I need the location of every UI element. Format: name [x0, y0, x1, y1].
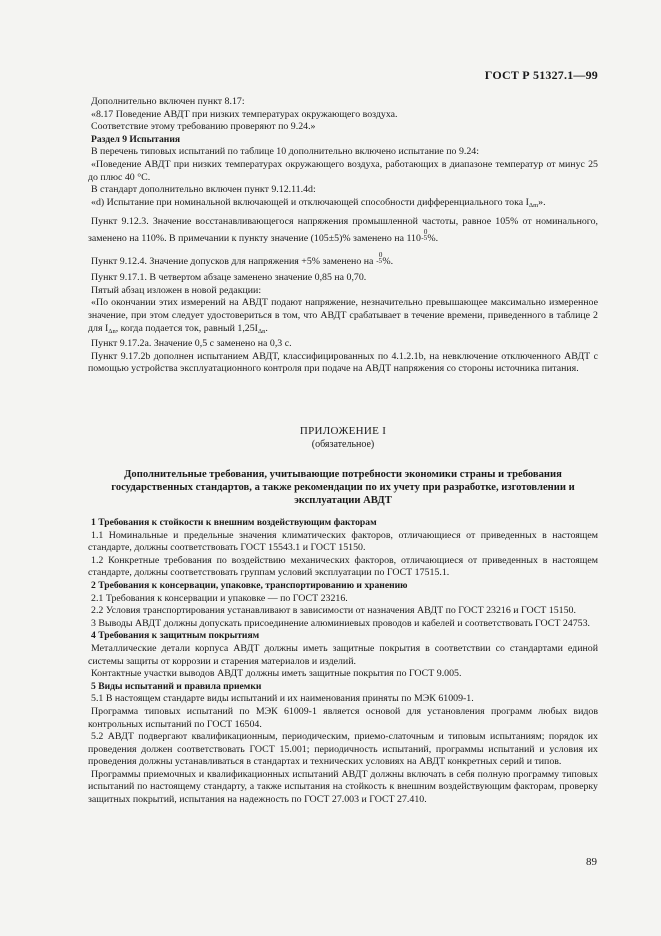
text-run: %. [382, 255, 394, 267]
paragraph: 5.1 В настоящем стандарте виды испытаний и их наименования приняты по МЭК 61009-1. [91, 693, 474, 705]
appendix-body [88, 517, 598, 807]
paragraph [88, 297, 598, 338]
section-heading: Раздел 9 Испытания [91, 133, 181, 145]
paragraph [88, 252, 598, 269]
text-run: %. [427, 232, 439, 244]
paragraph: Контактные участки выводов АВДТ должны иметь защитные покрытия по ГОСТ 9.005. [91, 668, 462, 680]
subscript: Δm [528, 201, 539, 209]
paragraph [88, 197, 598, 213]
paragraph: 1.1 Номинальные и предельные значения климатических факторов, отличающиеся от приведенных в настоящем стандарте, должны соответствовать ГОСТ 15543.1 и ГОСТ 15150. [88, 529, 598, 554]
paragraph: Пятый абзац изложен в новой редакции: [91, 284, 262, 296]
paragraph: Дополнительно включен пункт 8.17: [91, 96, 245, 107]
paragraph [88, 216, 598, 245]
section-heading: 4 Требования к защитным покрытиям [91, 630, 260, 642]
page-number: 89 [586, 856, 597, 868]
paragraph: 2.1 Требования к консервации и упаковке — по ГОСТ 23216. [91, 592, 348, 604]
text-run: . [265, 322, 268, 334]
tolerance-lower: -5 [376, 256, 383, 265]
appendix-block [88, 425, 598, 807]
tolerance-upper: 0 [423, 227, 428, 236]
paragraph: 2.2 Условия транспортирования устанавливают в зависимости от назначения АВДТ по ГОСТ 23216 и ГОСТ 15150. [91, 605, 576, 617]
text-run: ». [538, 196, 546, 208]
paragraph: Пункт 9.17.2a. Значение 0,5 с заменено на 0,3 с. [91, 338, 292, 350]
text-run: Пункт 9.12.4. Значение допусков для напряжения +5% заменено на [91, 255, 374, 267]
paragraph: 3 Выводы АВДТ должны допускать присоединение алюминиевых проводов и кабелей и соответствовать ГОСТ 24753. [91, 617, 590, 629]
subscript: Δn [257, 327, 266, 335]
section-heading: 1 Требования к стойкости к внешним воздействующим факторам [91, 517, 377, 528]
text-run: Пункт 9.12.3. Значение восстанавливающегося напряжения промышленной частоты, равное 105% от номинального, заменено на 110%. В примечании к пункту значение (105±5)% заменено на 110 [88, 216, 598, 244]
paragraph: 1.2 Конкретные требования по воздействию механических факторов, отличающиеся от приведенных в настоящем стандарте, должны соответствовать группам условий эксплуатации по ГОСТ 17515.1. [88, 554, 598, 579]
text-run: «По окончании этих измерений на АВДТ подают напряжение, незначительно превышающее максимально измеренное значение, при этом следует удостовериться в том, что АВДТ срабатывает в течение времени, приведенного в таблице 2 для I [88, 297, 598, 334]
paragraph: В стандарт дополнительно включен пункт 9.12.11.4d: [91, 184, 316, 196]
appendix-title: ПРИЛОЖЕНИЕ I [299, 425, 387, 437]
paragraph: «Поведение АВДТ при низких температурах окружающего воздуха, работающих в диапазоне температур от минус 25 до плюс 40 °С. [88, 158, 598, 183]
standard-header: ГОСТ Р 51327.1—99 [484, 68, 598, 82]
paragraph: Металлические детали корпуса АВДТ должны иметь защитные покрытия в соответствии со стандартами единой системы защиты от коррозии и старения материалов и изделий. [88, 642, 598, 667]
paragraph: Программы приемочных и квалификационных испытаний АВДТ должны включать в себя полную программу типовых испытаний по настоящему стандарту, а также испытания на стойкость к внешним воздействующим факторам, проверку защитных покрытий, испытания на надежность по ГОСТ 27.003 и ГОСТ 27.410. [88, 768, 598, 806]
appendix-subtitle: (обязательное) [311, 439, 375, 450]
tolerance-upper: 0 [378, 250, 383, 259]
paragraph: Пункт 9.17.2b дополнен испытанием АВДТ, классифицированных по 4.1.2.1b, на невключение отключенного АВДТ с помощью устройства эксплуатационного контроля при подаче на АВДТ напряжения со стороны источника питания. [88, 350, 598, 375]
text-run: , когда подается ток, равный 1,25I [115, 322, 258, 334]
paragraph: В перечень типовых испытаний по таблице 10 дополнительно включено испытание по 9.24: [91, 146, 479, 158]
section-heading: 2 Требования к консервации, упаковке, транспортированию и хранению [91, 579, 408, 591]
appendix-heading: Дополнительные требования, учитывающие потребности экономики страны и требования государственных стандартов, а также рекомендации по их учету при разработке, изготовлении и эксплуатации АВДТ [111, 469, 575, 506]
paragraph: «8.17 Поведение АВДТ при низких температурах окружающего воздуха. [91, 108, 398, 120]
paragraph: Соответствие этому требованию проверяют по 9.24.» [91, 121, 316, 133]
subscript: Δn [108, 327, 116, 335]
paragraph: 5.2 АВДТ подвергают квалификационным, периодическим, приемо-слаточным и типовым испытаниям; порядок их проведения должен соответствовать ГОСТ 15.001; периодичность испытаний, программы испытаний и условия их проведения должны устанавливаться в стандартах и технических условиях на АВДТ конкретных серий и типов. [88, 731, 598, 768]
section-heading: 5 Виды испытаний и правила приемки [91, 680, 262, 692]
paragraph: Программа типовых испытаний по МЭК 61009-1 является основой для установления программ любых видов контрольных испытаний по ГОСТ 16504. [88, 705, 598, 730]
text-run: «d) Испытание при номинальной включающей и отключающей способности дифференциального тока I [91, 196, 529, 208]
amendments-block [88, 96, 598, 376]
tolerance-lower: -5 [421, 233, 428, 242]
paragraph: Пункт 9.17.1. В четвертом абзаце заменено значение 0,85 на 0,70. [91, 272, 367, 284]
